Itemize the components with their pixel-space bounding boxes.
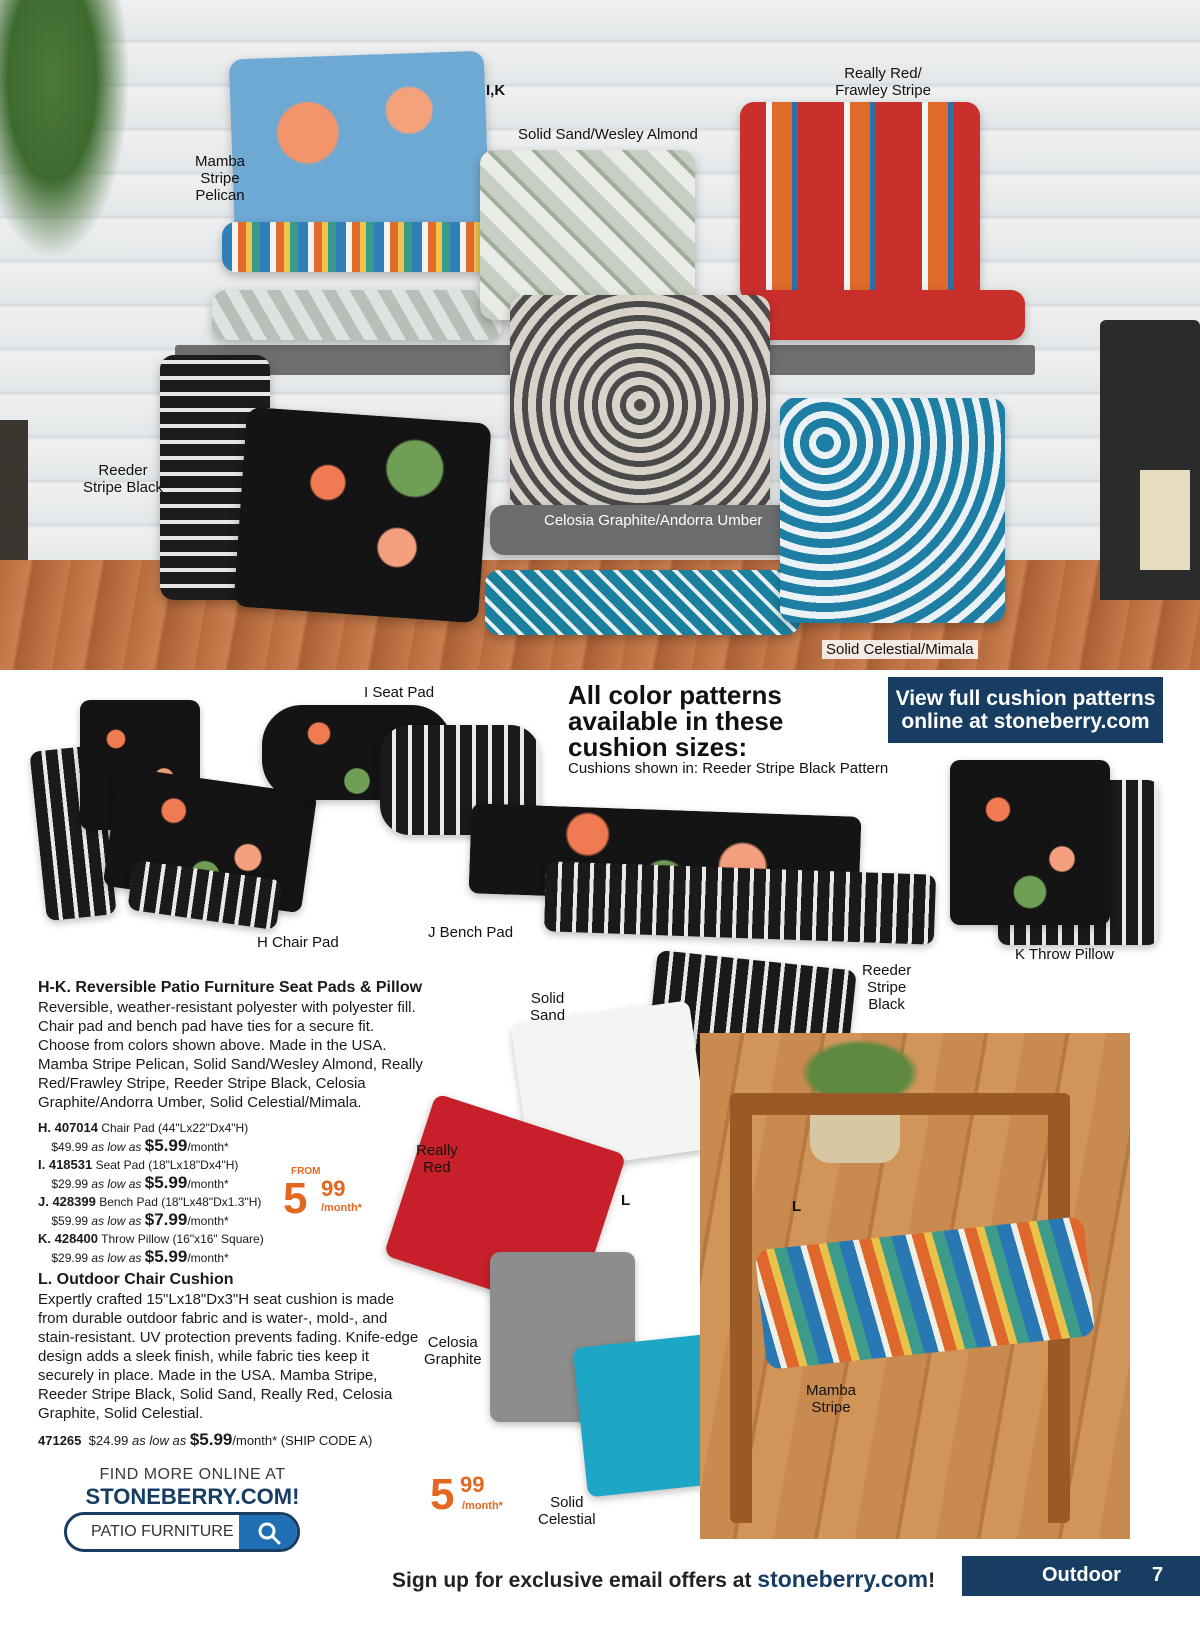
lantern (1100, 320, 1200, 600)
pillow-graphite (510, 295, 770, 515)
pad-sand-leaf (212, 290, 502, 340)
bench-pad-bottom (544, 861, 936, 945)
section-name: Outdoor (1042, 1564, 1121, 1586)
section-tab (962, 1556, 1200, 1596)
hk-title: H-K. Reversible Patio Furniture Seat Pads & Pillow (38, 979, 423, 996)
pillow-celestial (780, 398, 1005, 623)
label-bench-pad: J Bench Pad (428, 924, 514, 941)
label-chair-pad: H Chair Pad (257, 934, 339, 951)
sku-row-h: H. 407014 Chair Pad (44"Lx22"Dx4"H) $49.99 as low as $5.99/month* (38, 1120, 249, 1155)
l-price-badge: 5 99 /month* (430, 1470, 503, 1519)
hk-description (38, 978, 428, 1112)
stoneberry-link[interactable]: stoneberry.com (757, 1566, 929, 1592)
search-icon (257, 1521, 281, 1545)
shown-in-note: Cushions shown in: Reeder Stripe Black Pattern (568, 760, 889, 777)
pad-red (750, 290, 1025, 340)
label-solid-sand: Solid Sand/Wesley Almond (518, 126, 698, 143)
label-l-solid-sand: Solid Sand (530, 990, 566, 1024)
view-patterns-banner[interactable]: View full cushion patterns online at stoneberry.com (888, 677, 1163, 743)
pad-celestial (485, 570, 800, 635)
label-l-reeder: Reeder Stripe Black (862, 962, 912, 1013)
pad-mamba-stripe (222, 222, 502, 272)
chair-photo (700, 1033, 1130, 1539)
search-button[interactable] (239, 1515, 297, 1549)
label-l-really-red: Really Red (416, 1142, 458, 1176)
hk-body: Reversible, weather-resistant polyester with polyester fill. Chair pad and bench pad have ties for a secure fit. Choose from colors shown above. Made in the USA. Mamba Stripe Pelican, Solid Sand/Wesley Almond, Really Red/Frawley Stripe, Reeder Stripe Black, Celosia Graphite/Andorra Umber, Solid Celestial/Mimala. (38, 999, 423, 1111)
label-throw-pillow: K Throw Pillow (1015, 946, 1114, 963)
pillow-red-stripe (740, 102, 980, 302)
l-body: Expertly crafted 15"Lx18"Dx3"H seat cushion is made from durable outdoor fabric and is water-, mold-, and stain-resistant. UV protection prevents fading. Knife-edge design adds a sleek finish, while fabric ties keep it securely in place. Made in the USA. Mamba Stripe, Reeder Stripe Black, Solid Sand, Really Red, Celosia Graphite, Solid Celestial. (38, 1291, 419, 1422)
label-ik: I,K (486, 82, 506, 99)
hk-price-badge: FROM 5 99 /month* (283, 1166, 362, 1223)
label-seat-pad: I Seat Pad (364, 684, 435, 701)
signup-text: Sign up for exclusive email offers at (392, 1569, 758, 1592)
signup-bang: ! (928, 1569, 936, 1592)
throw-pillow-front (950, 760, 1110, 925)
page-number: 7 (1152, 1564, 1164, 1586)
search-box[interactable] (64, 1512, 300, 1552)
email-signup-line (392, 1566, 935, 1593)
search-input[interactable]: PATIO FURNITURE (91, 1523, 234, 1540)
hero-photo (0, 0, 1200, 670)
label-l-mamba: Mamba Stripe (806, 1382, 857, 1416)
label-reeder: Reeder Stripe Black (82, 462, 164, 496)
label-l-marker-2: L (792, 1198, 802, 1215)
sku-row-i: I. 418531 Seat Pad (18"Lx18"Dx4"H) $29.99 as low as $5.99/month* (38, 1157, 239, 1192)
label-celestial: Solid Celestial/Mimala (822, 640, 978, 659)
palm-plant (0, 0, 130, 260)
label-l-celestial: Solid Celestial (538, 1494, 596, 1528)
l-description (38, 1270, 428, 1423)
find-more-line2[interactable]: STONEBERRY.COM! (85, 1484, 300, 1509)
find-more-line1: FIND MORE ONLINE AT (99, 1466, 286, 1483)
find-more-online (70, 1466, 315, 1510)
label-really-red: Really Red/ Frawley Stripe (835, 65, 931, 99)
sku-row-k: K. 428400 Throw Pillow (16"x16" Square) $29.99 as low as $5.99/month* (38, 1231, 264, 1266)
l-title: L. Outdoor Chair Cushion (38, 1271, 234, 1288)
sizes-heading: All color patterns available in these cushion sizes: (568, 680, 784, 762)
label-mamba: Mamba Stripe Pelican (194, 153, 246, 204)
label-l-celosia: Celosia Graphite (424, 1334, 482, 1368)
l-sku: 471265 $24.99 as low as $5.99/month* (SHIP CODE A) (38, 1430, 373, 1449)
label-celosia: Celosia Graphite/Andorra Umber (544, 512, 763, 529)
label-l-marker-1: L (621, 1192, 631, 1209)
sku-row-j: J. 428399 Bench Pad (18"Lx48"Dx1.3"H) $59.99 as low as $7.99/month* (38, 1194, 262, 1229)
pillow-mamba-floral (229, 51, 490, 250)
pillow-black-floral (233, 407, 491, 624)
